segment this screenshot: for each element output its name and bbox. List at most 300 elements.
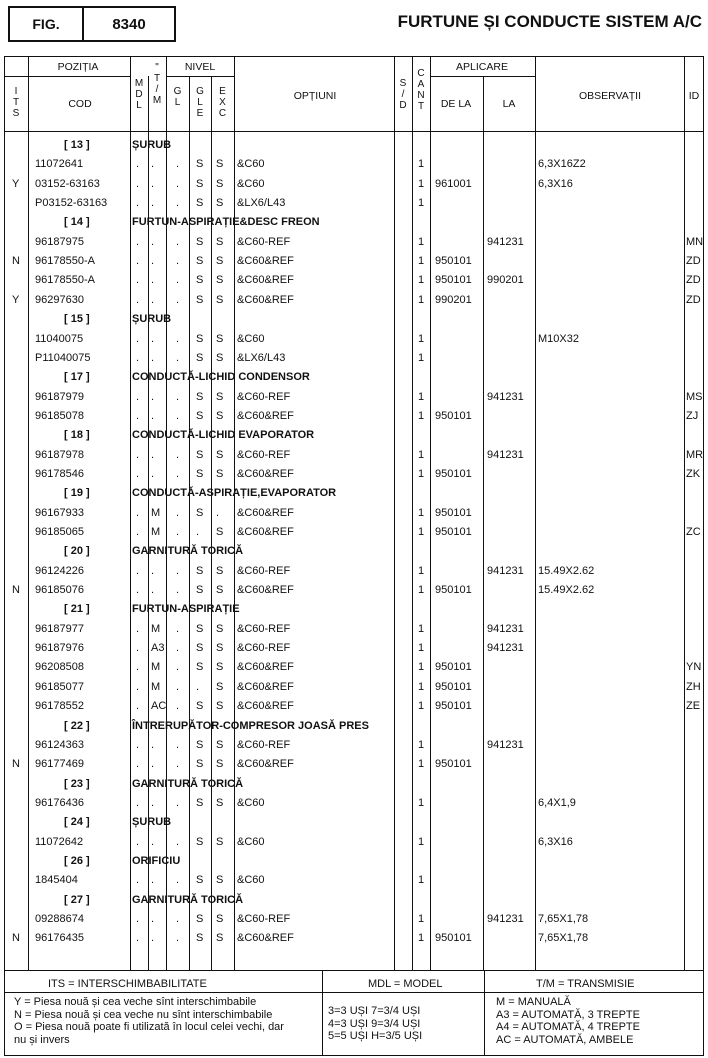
group-name: GARNITURĂ TORICĂ	[132, 545, 244, 558]
group-position: [ 22 ]	[64, 719, 90, 732]
cell-g: .	[176, 467, 180, 480]
cell-cod: 1845404	[35, 874, 78, 887]
cell-gle: S	[196, 390, 204, 403]
cell-gle: S	[196, 448, 204, 461]
cell-opt: &C60-REF	[237, 642, 291, 655]
legend-title-divider	[4, 992, 704, 993]
cell-opt: &C60	[237, 332, 265, 345]
cell-la: 941231	[487, 738, 524, 751]
header-sd-letter: D	[399, 100, 407, 111]
cell-cod: 09288674	[35, 913, 84, 925]
cell-tm: M	[151, 622, 161, 635]
cell-cant: 1	[418, 932, 425, 945]
header-exc	[211, 86, 234, 119]
group-position: [ 13 ]	[64, 139, 90, 151]
cell-g: .	[176, 177, 180, 190]
cell-g: .	[176, 913, 180, 925]
cell-cod: 11040075	[35, 332, 84, 345]
cell-obs: 15.49X2.62	[538, 584, 595, 597]
cell-exc: S	[216, 932, 224, 945]
cell-id: ZD	[686, 274, 701, 287]
cell-exc: S	[216, 584, 224, 597]
cell-de: 950101	[435, 661, 472, 674]
header-gle-letter: E	[196, 108, 204, 119]
cell-la: 941231	[487, 642, 524, 655]
table-row	[0, 233, 708, 252]
cell-opt: &C60&REF	[237, 274, 294, 287]
table-row	[0, 755, 708, 774]
group-name: GARNITURĂ TORICĂ	[132, 893, 244, 906]
cell-cant: 1	[418, 448, 425, 461]
cell-mdl: .	[136, 255, 140, 268]
cell-de: 961001	[435, 177, 472, 190]
cell-gle: S	[196, 932, 204, 945]
cell-de: 950101	[435, 467, 472, 480]
cell-opt: &C60	[237, 158, 265, 171]
header-sd-letter: /	[401, 89, 405, 100]
cell-opt: &C60&REF	[237, 467, 294, 480]
table-row	[0, 194, 708, 213]
cell-tm: .	[151, 932, 155, 945]
cell-id: MS	[686, 390, 703, 403]
cell-gle: S	[196, 293, 204, 306]
cell-gle: S	[196, 177, 204, 190]
group-header-row	[0, 310, 708, 329]
cell-de: 950101	[435, 274, 472, 287]
group-header-row	[0, 852, 708, 871]
cell-cod: 96178552	[35, 700, 84, 713]
cell-cod: 96167933	[35, 506, 84, 519]
cell-cod: 96176436	[35, 796, 84, 809]
table-row	[0, 678, 708, 697]
cell-tm: .	[151, 158, 155, 171]
cell-cant: 1	[418, 177, 425, 190]
group-name: ȘURUB	[132, 313, 172, 326]
cell-exc: S	[216, 564, 224, 577]
table-row	[0, 620, 708, 639]
cell-cant: 1	[418, 796, 425, 809]
cell-mdl: .	[136, 758, 140, 771]
table-row	[0, 794, 708, 813]
cell-la: 941231	[487, 448, 524, 461]
cell-cod: 96124226	[35, 564, 84, 577]
table-row	[0, 175, 708, 194]
cell-mdl: .	[136, 235, 140, 248]
legend-mdl-line: 3=3 UȘI 7=3/4 UȘI	[328, 1005, 421, 1017]
header-exc-letter: C	[218, 108, 227, 119]
cell-tm: .	[151, 874, 155, 887]
cell-exc: S	[216, 158, 224, 171]
cell-exc: S	[216, 796, 224, 809]
cell-tm: .	[151, 390, 155, 403]
cell-g: .	[176, 874, 180, 887]
cell-de: 950101	[435, 584, 472, 597]
header-tm-letter: M	[152, 95, 162, 106]
cell-tm: .	[151, 197, 155, 210]
cell-tm: .	[151, 332, 155, 345]
cell-g: .	[176, 738, 180, 751]
cell-mdl: .	[136, 642, 140, 655]
cell-obs: 6,3X16	[538, 177, 573, 190]
cell-gle: S	[196, 796, 204, 809]
cell-cant: 1	[418, 467, 425, 480]
cell-tm: M	[151, 661, 161, 674]
cell-opt: &C60-REF	[237, 448, 291, 461]
cell-cant: 1	[418, 506, 425, 519]
cell-de: 950101	[435, 680, 472, 693]
group-name: FURTUN-ASPIRAȚIE&DESC FREON	[132, 216, 320, 229]
cell-g: .	[176, 448, 180, 461]
cell-g: .	[176, 564, 180, 577]
cell-exc: S	[216, 448, 224, 461]
cell-cod: 03152-63163	[35, 177, 100, 190]
cell-opt: &C60&REF	[237, 758, 294, 771]
cell-de: 950101	[435, 255, 472, 268]
cell-de: 950101	[435, 932, 472, 945]
group-name: ORIFICIU	[132, 854, 181, 867]
cell-obs: 15.49X2.62	[538, 564, 595, 577]
group-position: [ 20 ]	[64, 545, 90, 558]
header-mdl	[130, 78, 148, 111]
cell-tm: .	[151, 835, 155, 848]
legend-its-line: Y = Piesa nouă și cea veche sînt interschimbabile	[14, 996, 257, 1008]
header-exc-letter: X	[219, 97, 226, 108]
cell-opt: &C60&REF	[237, 526, 294, 538]
grid-hline	[4, 76, 130, 77]
group-header-row	[0, 775, 708, 794]
table-row	[0, 504, 708, 523]
cell-opt: &C60	[237, 796, 265, 809]
table-row	[0, 523, 708, 542]
group-header-row	[0, 213, 708, 232]
legend-divider	[4, 970, 704, 971]
legend-mdl-line: 4=3 UȘI 9=3/4 UȘI	[328, 1017, 421, 1030]
cell-exc: S	[216, 642, 224, 655]
cell-tm: .	[151, 235, 155, 248]
cell-exc: S	[216, 738, 224, 751]
cell-la: 941231	[487, 390, 524, 403]
cell-cod: 96124363	[35, 738, 84, 751]
cell-g: .	[176, 390, 180, 403]
group-position: [ 26 ]	[64, 854, 90, 867]
cell-mdl: .	[136, 622, 140, 635]
group-name: ÎNTRERUPĂTOR-COMPRESOR JOASĂ PRES	[132, 719, 369, 732]
cell-g: .	[176, 661, 180, 674]
cell-gle: S	[196, 274, 204, 287]
header-cant	[412, 68, 430, 112]
group-header-row	[0, 542, 708, 561]
cell-mdl: .	[136, 448, 140, 461]
cell-cod: 96185078	[35, 409, 84, 422]
cell-exc: S	[216, 467, 224, 480]
cell-la: 941231	[487, 622, 524, 635]
legend-mdl-title: MDL = MODEL	[368, 978, 443, 990]
table-row	[0, 155, 708, 174]
cell-exc: S	[216, 913, 224, 925]
group-header-row	[0, 891, 708, 910]
cell-cant: 1	[418, 913, 425, 925]
cell-cant: 1	[418, 293, 425, 306]
cell-cod: 96185076	[35, 584, 84, 597]
legend-tm-title: T/M = TRANSMISIE	[536, 978, 635, 990]
header-nivel: NIVEL	[184, 61, 216, 73]
cell-obs: 6,3X16Z2	[538, 158, 586, 171]
cell-g: .	[176, 526, 180, 538]
group-header-row	[0, 484, 708, 503]
cell-exc: S	[216, 197, 224, 210]
cell-gle: S	[196, 235, 204, 248]
cell-exc: S	[216, 622, 224, 635]
cell-exc: .	[216, 506, 220, 519]
fig-box	[8, 6, 176, 42]
cell-opt: &LX6/L43	[237, 351, 286, 364]
cell-g: .	[176, 584, 180, 597]
header-cant-letter: C	[417, 68, 425, 79]
group-name: ȘURUB	[132, 139, 172, 151]
cell-opt: &C60&REF	[237, 661, 294, 674]
cell-g: .	[176, 255, 180, 268]
cell-tm: .	[151, 255, 155, 268]
cell-id: MR	[686, 448, 704, 461]
legend-tm-line: A3 = AUTOMATĂ, 3 TREPTE	[496, 1008, 640, 1021]
header-tm-letter: "	[155, 62, 159, 73]
cell-cant: 1	[418, 158, 425, 171]
cell-cod: 96185077	[35, 680, 84, 693]
group-header-row	[0, 368, 708, 387]
cell-gle: S	[196, 913, 204, 925]
cell-cant: 1	[418, 274, 425, 287]
cell-exc: S	[216, 526, 224, 538]
cell-cant: 1	[418, 680, 425, 693]
cell-opt: &C60&REF	[237, 293, 294, 306]
cell-cant: 1	[418, 700, 425, 713]
cell-gle: S	[196, 622, 204, 635]
cell-opt: &C60&REF	[237, 255, 294, 268]
table-row	[0, 330, 708, 349]
cell-id: ZC	[686, 526, 701, 538]
header-mdl-letter: M	[134, 78, 144, 89]
header-tm-letter: T	[153, 73, 161, 84]
cell-tm: A3	[151, 642, 165, 655]
cell-its: N	[12, 758, 20, 771]
cell-opt: &C60-REF	[237, 913, 291, 925]
cell-cod: 96208508	[35, 661, 84, 674]
cell-la: 941231	[487, 564, 524, 577]
table-row	[0, 833, 708, 852]
group-position: [ 15 ]	[64, 313, 90, 326]
cell-gle: S	[196, 158, 204, 171]
group-position: [ 17 ]	[64, 371, 90, 384]
legend-its-line: N = Piesa nouă și cea veche nu sînt interschimbabile	[14, 1008, 273, 1021]
cell-opt: &LX6/L43	[237, 197, 286, 210]
grid-hline	[430, 76, 535, 77]
cell-g: .	[176, 700, 180, 713]
cell-mdl: .	[136, 835, 140, 848]
table-row	[0, 291, 708, 310]
cell-opt: &C60-REF	[237, 390, 291, 403]
cell-tm: .	[151, 293, 155, 306]
cell-opt: &C60&REF	[237, 680, 294, 693]
cell-g: .	[176, 796, 180, 809]
cell-its: Y	[12, 177, 20, 190]
header-observatii: OBSERVAȚII	[578, 90, 642, 102]
cell-mdl: .	[136, 409, 140, 422]
cell-mdl: .	[136, 874, 140, 887]
cell-opt: &C60&REF	[237, 700, 294, 713]
header-pozitia: POZIȚIA	[57, 61, 99, 73]
header-its-letter: S	[12, 108, 20, 119]
cell-tm: .	[151, 467, 155, 480]
cell-tm: .	[151, 177, 155, 190]
group-header-row	[0, 813, 708, 832]
table-row	[0, 465, 708, 484]
cell-cant: 1	[418, 332, 425, 345]
group-position: [ 18 ]	[64, 429, 90, 442]
header-cod: COD	[68, 98, 92, 110]
cell-cant: 1	[418, 622, 425, 635]
cell-cod: P11040075	[35, 351, 91, 364]
header-g	[166, 86, 189, 108]
cell-g: .	[176, 158, 180, 171]
cell-tm: M	[151, 506, 161, 519]
grid-vline	[322, 970, 323, 1056]
cell-cod: 96187978	[35, 448, 84, 461]
cell-cant: 1	[418, 758, 425, 771]
group-position: [ 14 ]	[64, 216, 90, 229]
cell-tm: M	[151, 526, 161, 538]
cell-cod: 96187976	[35, 642, 84, 655]
legend-tm-line: M = MANUALĂ	[496, 996, 571, 1008]
legend-its-line: O = Piesa nouă poate fi utilizată în locul celei vechi, dar	[14, 1021, 284, 1033]
cell-de: 950101	[435, 506, 472, 519]
cell-cod: 96187979	[35, 390, 84, 403]
header-sd	[394, 78, 412, 111]
cell-obs: 6,3X16	[538, 835, 573, 848]
cell-exc: S	[216, 661, 224, 674]
header-tm-letter: /	[155, 84, 159, 95]
cell-gle: S	[196, 738, 204, 751]
cell-cod: P03152-63163	[35, 197, 108, 210]
legend-tm-text	[496, 996, 640, 1046]
group-header-row	[0, 600, 708, 619]
cell-gle: S	[196, 642, 204, 655]
cell-id: YN	[686, 661, 702, 674]
table-row	[0, 407, 708, 426]
header-g-letter: G	[173, 86, 182, 97]
cell-de: 950101	[435, 700, 472, 713]
cell-cant: 1	[418, 526, 425, 538]
group-header-row	[0, 426, 708, 445]
cell-id: ZH	[686, 680, 701, 693]
group-position: [ 23 ]	[64, 777, 90, 790]
cell-opt: &C60-REF	[237, 235, 291, 248]
header-gle-letter: G	[196, 86, 204, 97]
cell-g: .	[176, 197, 180, 210]
header-la: LA	[502, 98, 516, 110]
table-row	[0, 446, 708, 465]
cell-tm: .	[151, 913, 155, 925]
cell-g: .	[176, 274, 180, 287]
cell-tm: .	[151, 351, 155, 364]
header-divider	[4, 131, 704, 132]
cell-mdl: .	[136, 158, 140, 171]
group-name: FURTUN-ASPIRAȚIE	[132, 603, 240, 616]
cell-g: .	[176, 332, 180, 345]
cell-opt: &C60-REF	[237, 622, 291, 635]
cell-its: N	[12, 932, 20, 945]
cell-g: .	[176, 758, 180, 771]
cell-la: 941231	[487, 913, 524, 925]
cell-mdl: .	[136, 913, 140, 925]
header-g-letter: L	[174, 97, 181, 108]
table-row	[0, 252, 708, 271]
cell-tm: AC	[151, 700, 167, 713]
cell-opt: &C60&REF	[237, 409, 294, 422]
cell-g: .	[176, 235, 180, 248]
cell-obs: 7,65X1,78	[538, 913, 589, 925]
cell-obs: 7,65X1,78	[538, 932, 589, 945]
cell-mdl: .	[136, 661, 140, 674]
cell-cant: 1	[418, 409, 425, 422]
group-name: ȘURUB	[132, 816, 172, 829]
cell-gle: S	[196, 506, 204, 519]
cell-tm: .	[151, 584, 155, 597]
cell-opt: &C60	[237, 177, 265, 190]
header-tm	[148, 62, 166, 106]
cell-id: ZK	[686, 467, 701, 480]
table-row	[0, 271, 708, 290]
cell-gle: S	[196, 564, 204, 577]
cell-opt: &C60	[237, 835, 265, 848]
grid-hline	[166, 76, 234, 77]
cell-cant: 1	[418, 874, 425, 887]
cell-its: N	[12, 255, 20, 268]
cell-gle: S	[196, 661, 204, 674]
group-name: CONDUCTĂ-ASPIRAȚIE,EVAPORATOR	[132, 487, 337, 500]
cell-exc: S	[216, 390, 224, 403]
cell-cant: 1	[418, 197, 425, 210]
table-row	[0, 910, 708, 929]
cell-mdl: .	[136, 197, 140, 210]
table-row	[0, 929, 708, 948]
cell-de: 950101	[435, 409, 472, 422]
cell-exc: S	[216, 235, 224, 248]
cell-tm: .	[151, 409, 155, 422]
cell-cant: 1	[418, 390, 425, 403]
cell-exc: S	[216, 700, 224, 713]
header-cant-letter: T	[417, 101, 425, 112]
cell-mdl: .	[136, 506, 140, 519]
cell-gle: S	[196, 332, 204, 345]
table-row	[0, 871, 708, 890]
table-row	[0, 388, 708, 407]
cell-mdl: .	[136, 293, 140, 306]
group-name: CONDUCTĂ-LICHID EVAPORATOR	[132, 429, 315, 442]
group-name: GARNITURĂ TORICĂ	[132, 777, 244, 790]
cell-gle: S	[196, 874, 204, 887]
header-its	[4, 86, 28, 119]
group-name: CONDUCTĂ-LICHID CONDENSOR	[132, 371, 310, 384]
cell-tm: .	[151, 448, 155, 461]
cell-gle: .	[196, 680, 200, 693]
cell-gle: S	[196, 467, 204, 480]
cell-cod: 11072642	[35, 835, 84, 848]
header-its-letter: I	[14, 86, 18, 97]
cell-id: ZJ	[686, 409, 699, 422]
header-cant-letter: A	[417, 79, 425, 90]
cell-cant: 1	[418, 661, 425, 674]
header-exc-letter: E	[219, 86, 226, 97]
